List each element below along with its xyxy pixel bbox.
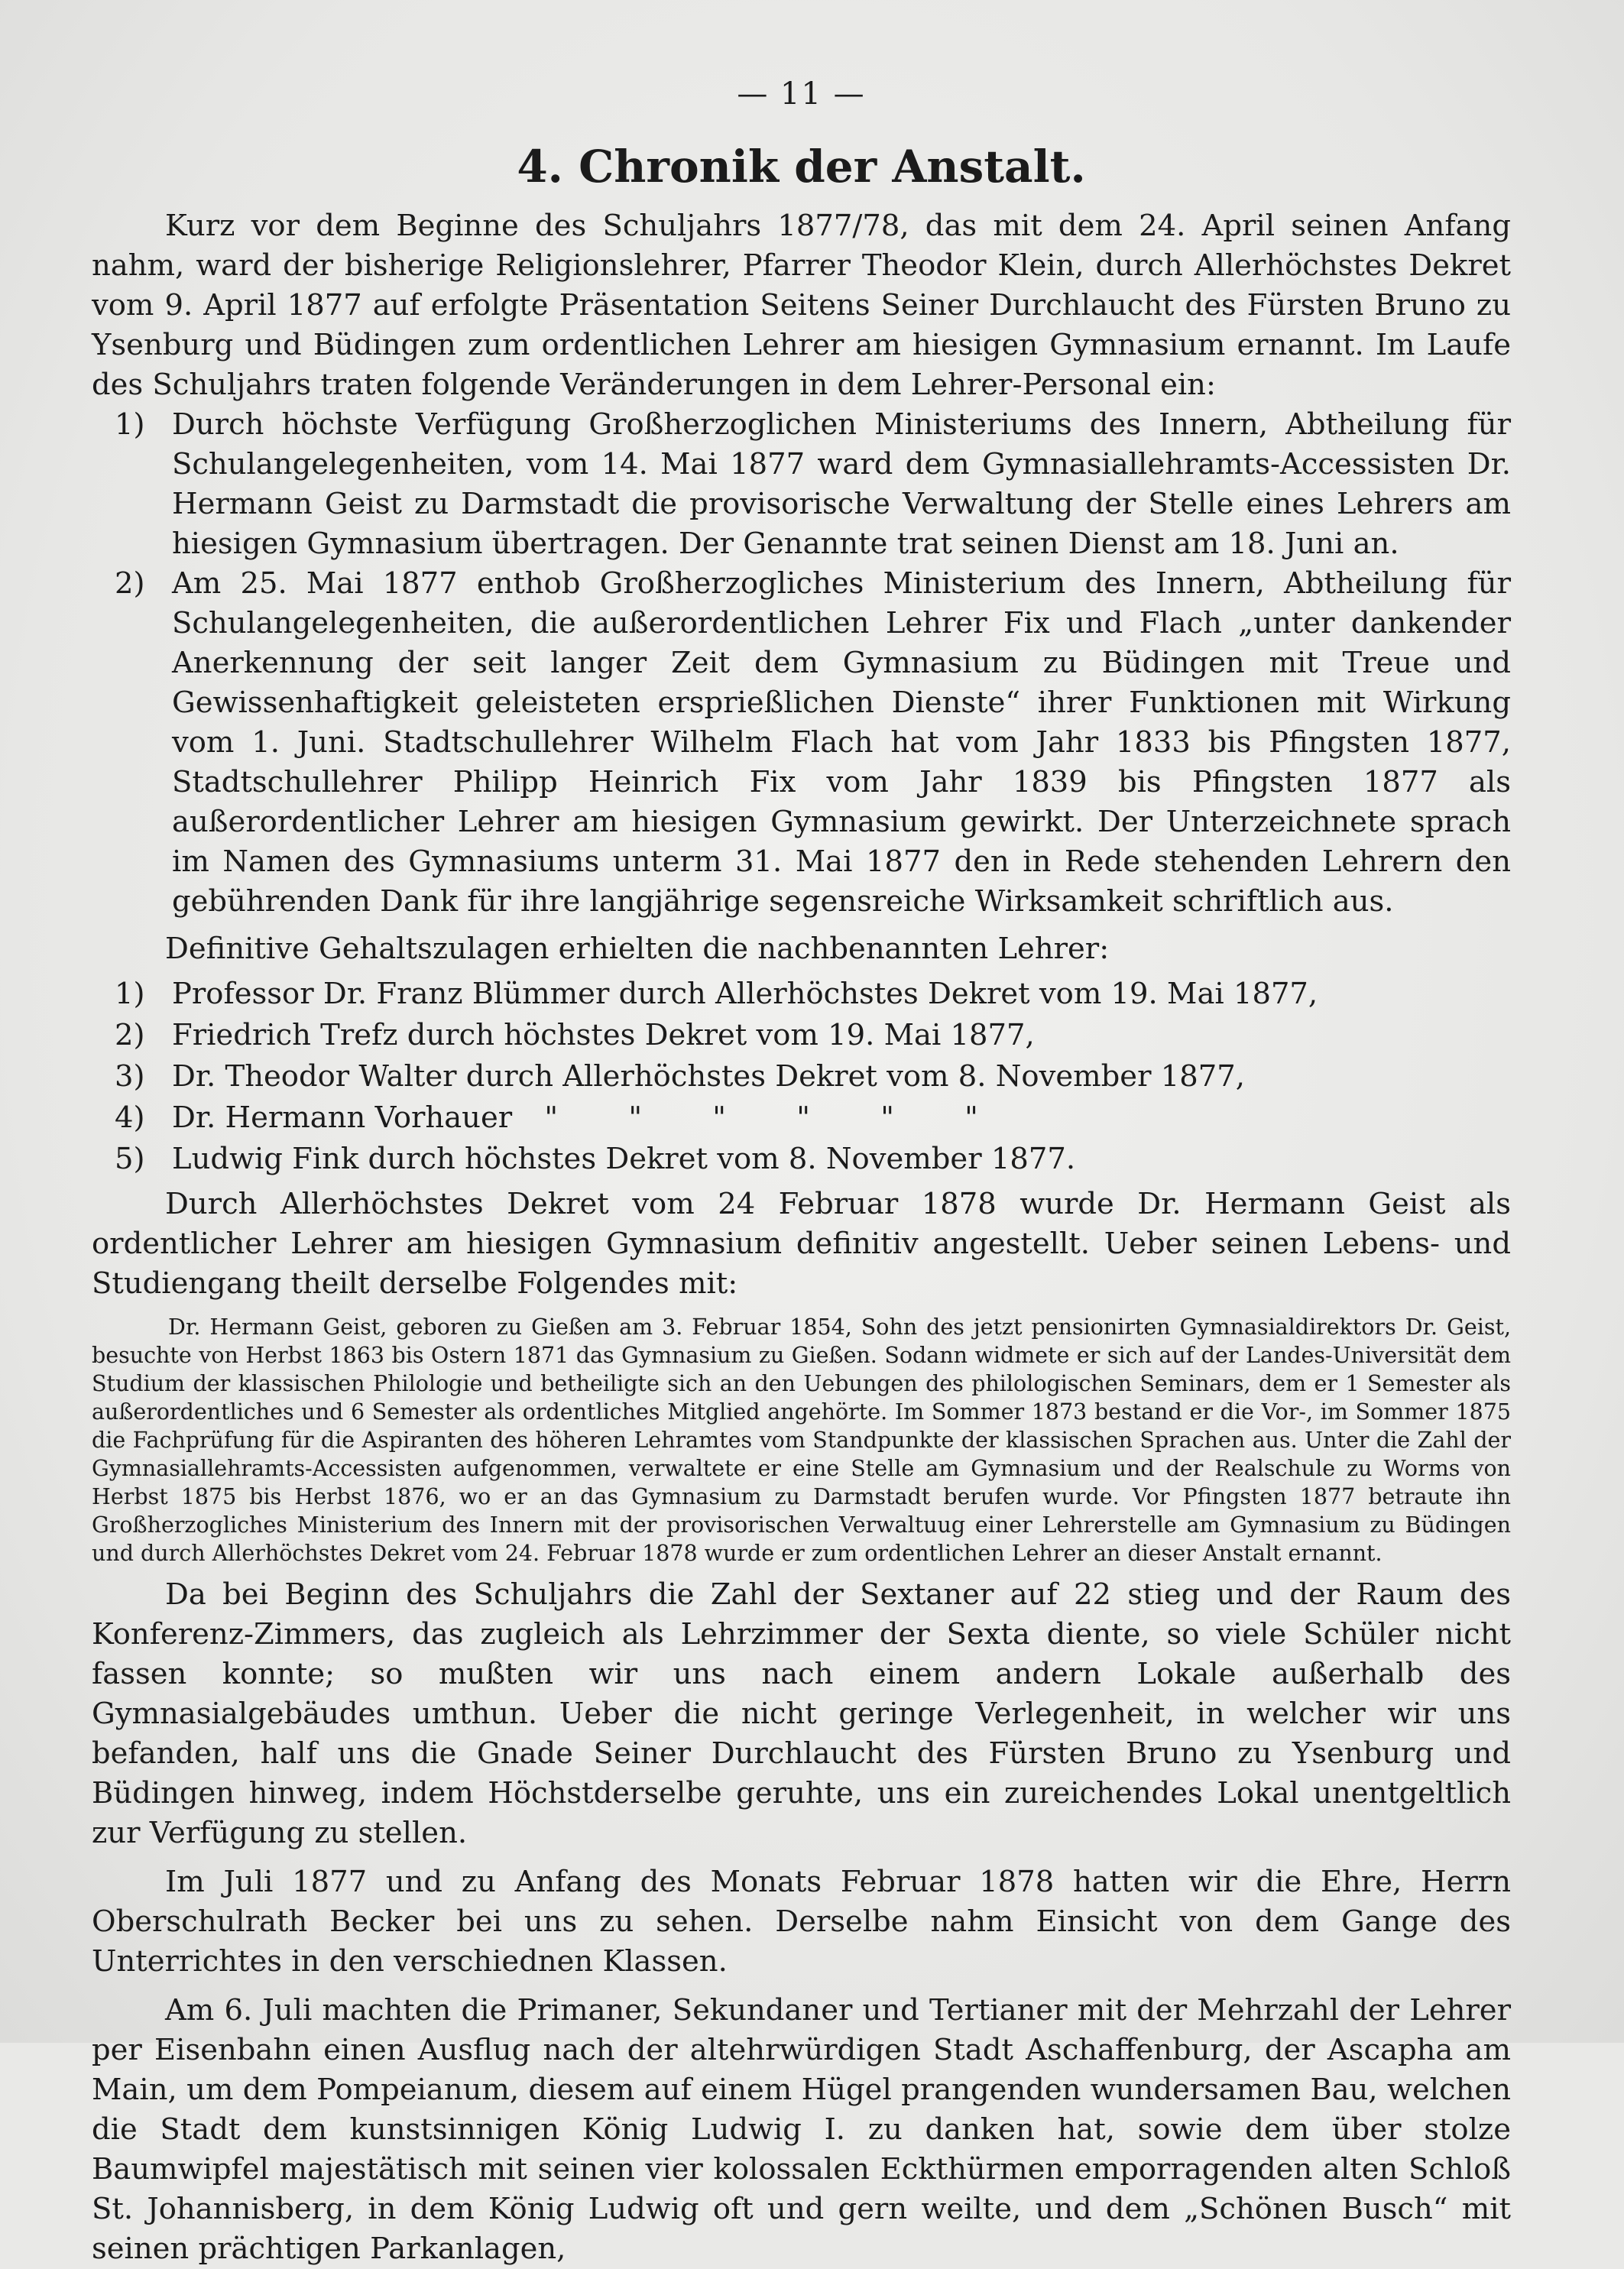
staff-change-item — [92, 405, 1511, 564]
item-text: Ludwig Fink durch höchstes Dekret vom 8. November 1877. — [172, 1142, 1076, 1176]
ditto-marks: " " " " " " — [544, 1100, 1009, 1135]
salary-item — [92, 974, 1511, 1015]
geist-vita-paragraph: Dr. Hermann Geist, geboren zu Gießen am 3. Februar 1854, Sohn des jetzt pensionirten Gymnasialdirektors Dr. Geist, besuchte von Herbst 1863 bis Ostern 1871 das Gymnasium zu Gießen. Sodann widmete er sich auf der Landes-Universität dem Studium der klassischen Philologie und betheiligte sich an den Uebungen des philologischen Seminars, dem er 1 Semester als außerordentliches und 6 Semester als ordentliches Mitglied angehörte. Im Sommer 1873 bestand er die Vor-, im Sommer 1875 die Fachprüfung für die Aspiranten des höheren Lehramtes vom Standpunkte der klassischen Sprachen aus. Unter die Zahl der Gymnasiallehramts-Accessisten aufgenommen, verwaltete er eine Stelle am Gymnasium und der Realschule zu Worms von Herbst 1875 bis Herbst 1876, wo er an das Gymnasium zu Darmstadt berufen wurde. Vor Pfingsten 1877 betraute ihn Großherzogliches Ministerium des Innern mit der provisorischen Verwaltuug einer Lehrerstelle am Gymnasium zu Büdingen und durch Allerhöchstes Dekret vom 24. Februar 1878 wurde er zum ordentlichen Lehrer an dieser Anstalt ernannt. — [92, 1314, 1511, 1566]
salary-list — [92, 974, 1511, 1180]
excursion-paragraph: Am 6. Juli machten die Primaner, Sekundaner und Tertianer mit der Mehrzahl der Lehrer per Eisenbahn einen Ausflug nach der altehrwürdigen Stadt Aschaffenburg, der Ascapha am Main, um dem Pompeianum, diesem auf einem Hügel prangenden wundersamen Bau, welchen die Stadt dem kunstsinnigen König Ludwig I. zu danken hat, sowie dem über stolze Baumwipfel majestätisch mit seinen vier kolossalen Eckthürmen emporragenden alten Schloß St. Johannisberg, in dem König Ludwig oft und gern weilte, und dem „Schönen Busch“ mit seinen prächtigen Parkanlagen, — [92, 1993, 1511, 2266]
item-number: 4) — [115, 1100, 145, 1135]
geist-appointment-paragraph: Durch Allerhöchstes Dekret vom 24 Februar 1878 wurde Dr. Hermann Geist als ordentlicher Lehrer am hiesigen Gymnasium definitiv angestellt. Ueber seinen Lebens- und Studiengang theilt derselbe Folgendes mit: — [92, 1187, 1511, 1301]
salary-item — [92, 1139, 1511, 1180]
salary-item — [92, 1097, 1511, 1139]
section-title: 4. Chronik der Anstalt. — [517, 141, 1086, 193]
item-text: Friedrich Trefz durch höchstes Dekret vom 19. Mai 1877, — [172, 1018, 1035, 1052]
salary-item — [92, 1015, 1511, 1056]
staff-change-item — [92, 564, 1511, 922]
item-text: Professor Dr. Franz Blümmer durch Allerhöchstes Dekret vom 19. Mai 1877, — [172, 977, 1318, 1011]
item-number: 3) — [115, 1059, 145, 1094]
item-text: Durch höchste Verfügung Großherzoglichen Ministeriums des Innern, Abtheilung für Schulangelegenheiten, vom 14. Mai 1877 ward dem Gymnasiallehramts-Accessisten Dr. Hermann Geist zu Darmstadt die provisorische Verwaltung der Stelle eines Lehrers am hiesigen Gymnasium übertragen. Der Genannte trat seinen Dienst am 18. Juni an. — [172, 407, 1511, 561]
item-number: 1) — [115, 977, 145, 1011]
item-number: 1) — [115, 407, 145, 442]
intro-paragraph: Kurz vor dem Beginne des Schuljahrs 1877/78, das mit dem 24. April seinen Anfang nahm, ward der bisherige Religionslehrer, Pfarrer Theodor Klein, durch Allerhöchstes Dekret vom 9. April 1877 auf erfolgte Präsentation Seitens Seiner Durchlaucht des Fürsten Bruno zu Ysenburg und Büdingen zum ordentlichen Lehrer am hiesigen Gymnasium ernannt. Im Laufe des Schuljahrs traten folgende Veränderungen in dem Lehrer-Personal ein: — [92, 209, 1511, 402]
staff-changes-list — [92, 405, 1511, 922]
room-paragraph: Da bei Beginn des Schuljahrs die Zahl der Sextaner auf 22 stieg und der Raum des Konferenz-Zimmers, das zugleich als Lehrzimmer der Sexta diente, so viele Schüler nicht fassen konnte; so mußten wir uns nach einem andern Lokale außerhalb des Gymnasialgebäudes umthun. Ueber die nicht geringe Verlegenheit, in welcher wir uns befanden, half uns die Gnade Seiner Durchlaucht des Fürsten Bruno zu Ysenburg und Büdingen hinweg, indem Höchstderselbe geruhte, uns ein zureichendes Lokal unentgeltlich zur Verfügung zu stellen. — [92, 1577, 1511, 1850]
page-number: — 11 — — [737, 76, 866, 112]
visit-paragraph: Im Juli 1877 und zu Anfang des Monats Februar 1878 hatten wir die Ehre, Herrn Oberschulrath Becker bei uns zu sehen. Derselbe nahm Einsicht von dem Gange des Unterrichtes in den verschiednen Klassen. — [92, 1865, 1511, 1979]
item-number: 2) — [115, 1018, 145, 1052]
item-text: Am 25. Mai 1877 enthob Großherzogliches Ministerium des Innern, Abtheilung für Schulangelegenheiten, die außerordentlichen Lehrer Fix und Flach „unter dankender Anerkennung der seit langer Zeit dem Gymnasium zu Büdingen mit Treue und Gewissenhaftigkeit geleisteten ersprießlichen Dienste“ ihrer Funktionen mit Wirkung vom 1. Juni. Stadtschullehrer Wilhelm Flach hat vom Jahr 1833 bis Pfingsten 1877, Stadtschullehrer Philipp Heinrich Fix vom Jahr 1839 bis Pfingsten 1877 als außerordentlicher Lehrer am hiesigen Gymnasium gewirkt. Der Unterzeichnete sprach im Namen des Gymnasiums unterm 31. Mai 1877 den in Rede stehenden Lehrern den gebührenden Dank für ihre langjährige segensreiche Wirksamkeit schriftlich aus. — [172, 566, 1511, 919]
item-number: 2) — [115, 566, 145, 601]
item-number: 5) — [115, 1142, 145, 1176]
salary-item — [92, 1056, 1511, 1097]
salary-intro: Definitive Gehaltszulagen erhielten die nachbenannten Lehrer: — [165, 932, 1110, 966]
item-text: Dr. Hermann Vorhauer — [172, 1100, 513, 1135]
item-text: Dr. Theodor Walter durch Allerhöchstes Dekret vom 8. November 1877, — [172, 1059, 1245, 1094]
